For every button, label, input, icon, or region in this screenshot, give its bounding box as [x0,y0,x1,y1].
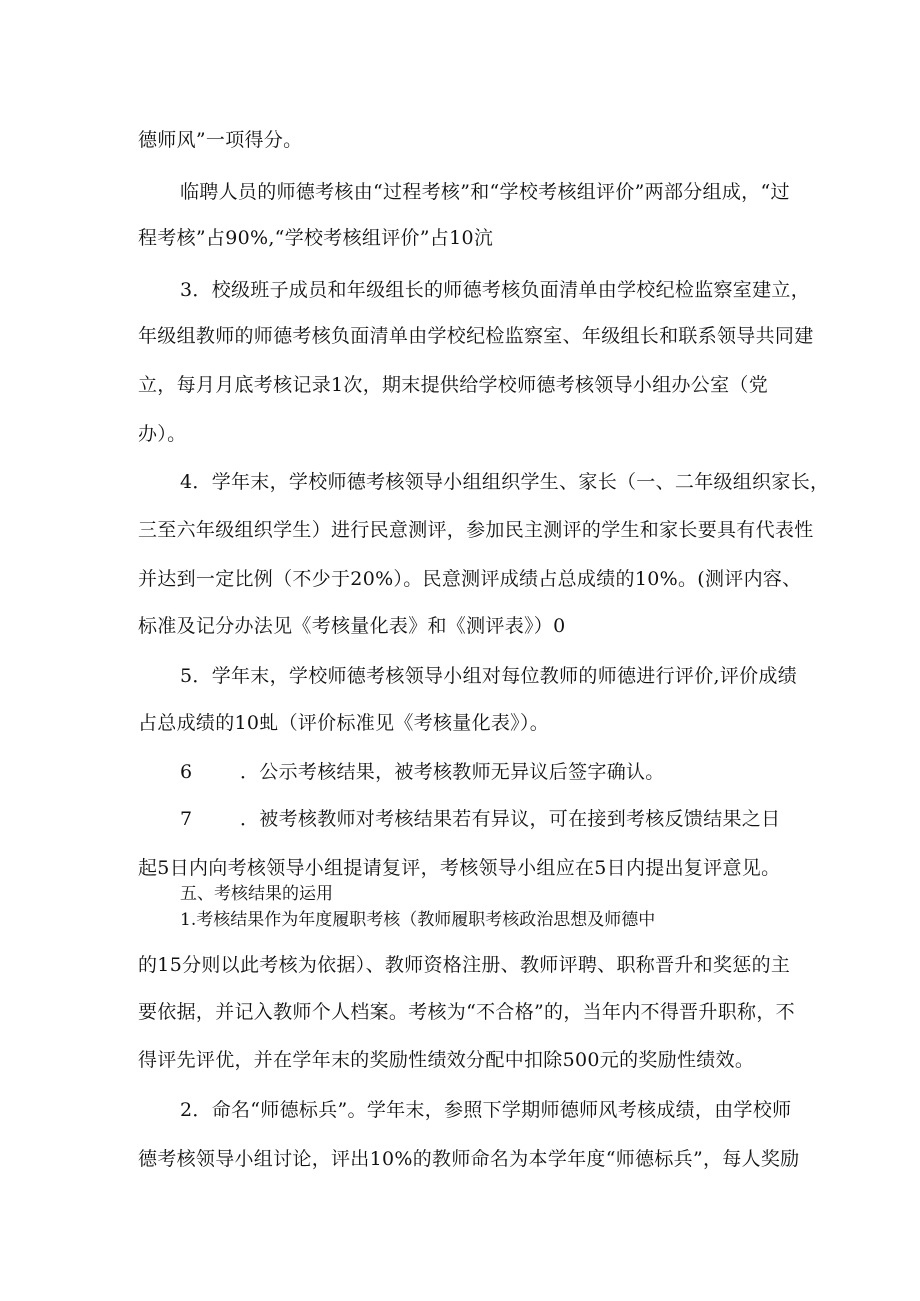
text-line: 得评先评优，并在学年末的奖励性绩效分配中扣除500元的奖励性绩效。 [138,1049,755,1071]
text-line: 德考核领导小组讨论，评出10%的教师命名为本学年度“师德标兵”，每人奖励 [138,1148,800,1170]
text-line [180,807,788,831]
text-line [180,760,788,784]
text-line: 年级组教师的师德考核负面清单由学校纪检监察室、年级组长和联系领导共同建 [138,325,814,347]
text-line: 办）。 [138,423,187,445]
text-line: 临聘人员的师德考核由“过程考核”和“学校考核组评价”两部分组成，“过 [180,181,790,203]
item-number: 6 [180,761,193,783]
text-line: 1.考核结果作为年度履职考核（教师履职考核政治思想及师德中 [180,910,656,930]
text-line: 程考核”占90%,“学校考核组评价”占10沆 [138,227,494,249]
text-line: 占总成绩的10虬（评价标准见《考核量化表》）。 [138,712,550,734]
text-line: 立，每月月底考核记录1次，期末提供给学校师德考核领导小组办公室（党 [138,374,768,396]
text-line: 起5日内向考核领导小组提请复评，考核领导小组应在5日内提出复评意见。 [138,857,781,879]
text-line: 的15分则以此考核为依据）、教师资格注册、教师评聘、职称晋升和奖惩的主 [138,954,791,976]
item-number: 7 [180,808,193,830]
text-line: 标准及记分办法见《考核量化表》和《测评表》）0 [138,615,566,637]
text-line: 5．学年末，学校师德考核领导小组对每位教师的师德进行评价,评价成绩 [180,665,798,687]
text-line: 3．校级班子成员和年级组长的师德考核负面清单由学校纪检监察室建立， [180,279,810,301]
text-line: 2．命名“师德标兵”。学年末，参照下学期师德师风考核成绩，由学校师 [180,1099,792,1121]
text-line: 三至六年级组织学生）进行民意测评，参加民主测评的学生和家长要具有代表性 [138,519,814,541]
item-text: ．公示考核结果，被考核教师无异议后签字确认。 [240,761,665,783]
item-text: ．被考核教师对考核结果若有异议，可在接到考核反馈结果之日 [240,808,781,830]
text-line: 要依据，并记入教师个人档案。考核为“不合格”的，当年内不得晋升职称，不 [138,1001,795,1023]
section-heading: 五、考核结果的运用 [180,884,333,904]
text-line: 德师风”一项得分。 [138,129,303,151]
text-line: 并达到一定比例（不少于20%）。民意测评成绩占总成绩的10%。(测评内容、 [138,568,802,590]
text-line: 4．学年末，学校师德考核领导小组组织学生、家长（一、二年级组织家长， [180,471,830,493]
